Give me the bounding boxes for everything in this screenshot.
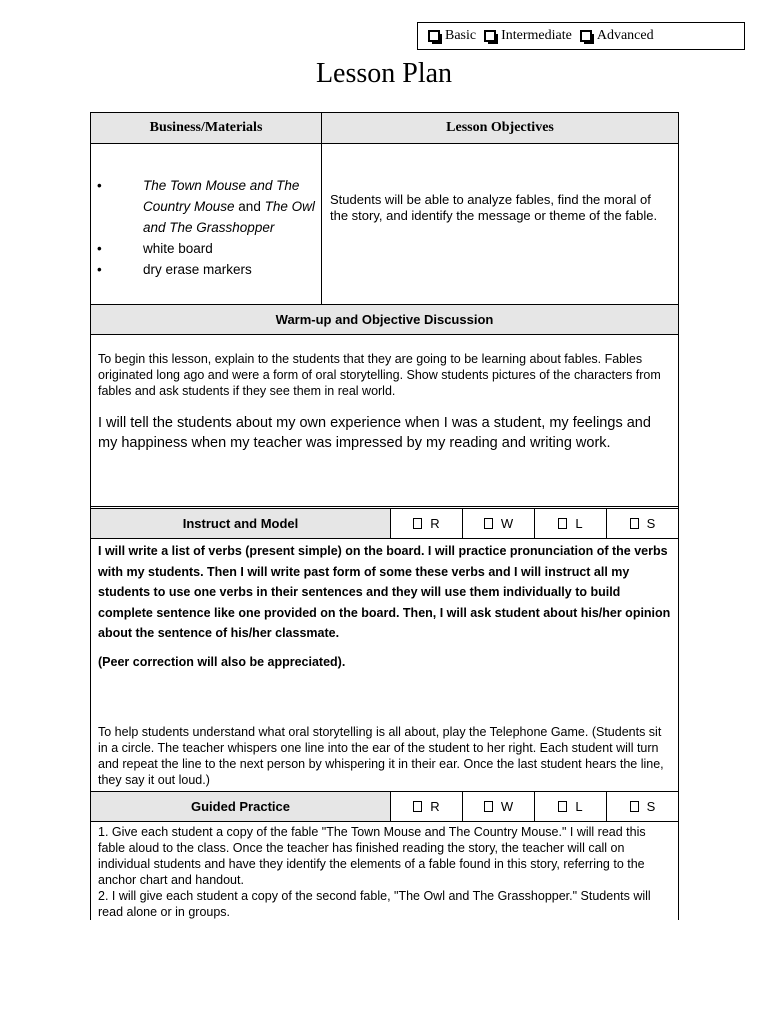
instruct-paragraph-3: To help students understand what oral storytelling is all about, play the Telephone Game. (Students sit in a circle. The teacher whispers one line into the ear of the student to her right. Each student will turn and repeat the line to the next person by whispering it in their ear. Once the last student hears the line, they say it out loud.) bbox=[98, 725, 664, 787]
level-basic[interactable] bbox=[428, 28, 476, 44]
level-intermediate[interactable] bbox=[484, 28, 572, 44]
materials-list bbox=[91, 175, 321, 280]
checkbox-icon bbox=[630, 518, 639, 529]
skill-s[interactable]: S bbox=[606, 509, 678, 538]
instruct-header-row bbox=[91, 509, 678, 539]
checkbox-icon bbox=[580, 30, 592, 42]
checkbox-icon bbox=[428, 30, 440, 42]
level-selector bbox=[417, 22, 745, 50]
warmup-header-row bbox=[91, 305, 678, 335]
checkbox-icon bbox=[413, 801, 422, 812]
instruct-paragraph-1: I will write a list of verbs (present simple) on the board. I will practice pronunciation of the verbs with my students. Then I will write past form of some these verbs and I will instruct all my students to use one verbs in their sentences and they will use them individually to build complete sentence like one provided on the board. Then, I will ask student about his/her opinion about the sentence of his/her classmate. bbox=[98, 544, 671, 640]
checkbox-icon bbox=[484, 801, 493, 812]
checkbox-icon bbox=[484, 518, 493, 529]
checkbox-icon bbox=[558, 801, 567, 812]
guided-paragraph-2: 2. I will give each student a copy of the second fable, "The Owl and The Grasshopper." Students will read alone or in groups. bbox=[98, 889, 651, 919]
warmup-row bbox=[91, 335, 678, 509]
guided-paragraph-1: 1. Give each student a copy of the fable "The Town Mouse and The Country Mouse." I will read this fable aloud to the class. Once the teacher has finished reading the story, the teacher will call on individual students and have they identify the elements of a fable found in this story, referring to the anchor chart and handout. bbox=[98, 825, 646, 887]
checkbox-icon bbox=[558, 518, 567, 529]
level-basic-label: Basic bbox=[445, 28, 477, 43]
materials-cell bbox=[91, 144, 322, 304]
warmup-paragraph-1: To begin this lesson, explain to the students that they are going to be learning about fables. Fables originated long ago and were a form of oral storytelling. Show students pictures of the characters from fables and ask students if they see them in real world. bbox=[98, 352, 661, 398]
skill-l[interactable]: L bbox=[534, 792, 606, 821]
skill-r[interactable]: R bbox=[390, 792, 462, 821]
guided-skills bbox=[390, 792, 678, 821]
instruct-cell bbox=[91, 539, 678, 791]
instruct-row bbox=[91, 539, 678, 792]
skill-r[interactable]: R bbox=[390, 509, 462, 538]
guided-cell bbox=[91, 822, 678, 920]
checkbox-icon bbox=[484, 30, 496, 42]
warmup-header: Warm-up and Objective Discussion bbox=[91, 305, 678, 334]
material-item: • dry erase markers bbox=[91, 259, 321, 280]
level-intermediate-label: Intermediate bbox=[501, 28, 572, 43]
objectives-header: Lesson Objectives bbox=[322, 113, 678, 143]
instruct-skills bbox=[390, 509, 678, 538]
objectives-text: Students will be able to analyze fables, find the moral of the story, and identify the message or theme of the fable. bbox=[330, 192, 658, 223]
materials-objectives-header-row bbox=[91, 113, 678, 144]
skill-w[interactable]: W bbox=[462, 792, 534, 821]
materials-objectives-row bbox=[91, 144, 678, 305]
checkbox-icon bbox=[630, 801, 639, 812]
guided-header: Guided Practice bbox=[91, 792, 390, 821]
lesson-plan-table bbox=[90, 112, 679, 920]
instruct-paragraph-2: (Peer correction will also be appreciated). bbox=[98, 654, 346, 669]
warmup-paragraph-2: I will tell the students about my own experience when I was a student, my feelings and my happiness when my teacher was impressed by my reading and writing work. bbox=[98, 415, 651, 451]
material-item: • The Town Mouse and The Country Mouse and The Owl and The Grasshopper bbox=[91, 175, 321, 238]
warmup-cell bbox=[91, 335, 678, 506]
guided-header-row bbox=[91, 792, 678, 822]
level-advanced-label: Advanced bbox=[596, 28, 654, 43]
skill-l[interactable]: L bbox=[534, 509, 606, 538]
page-title: Lesson Plan bbox=[315, 58, 453, 89]
instruct-header: Instruct and Model bbox=[91, 509, 390, 538]
objectives-cell bbox=[322, 144, 678, 304]
level-advanced[interactable] bbox=[580, 28, 654, 44]
skill-s[interactable]: S bbox=[606, 792, 678, 821]
material-item: • white board bbox=[91, 238, 321, 259]
materials-header: Business/Materials bbox=[91, 113, 322, 143]
checkbox-icon bbox=[413, 518, 422, 529]
skill-w[interactable]: W bbox=[462, 509, 534, 538]
